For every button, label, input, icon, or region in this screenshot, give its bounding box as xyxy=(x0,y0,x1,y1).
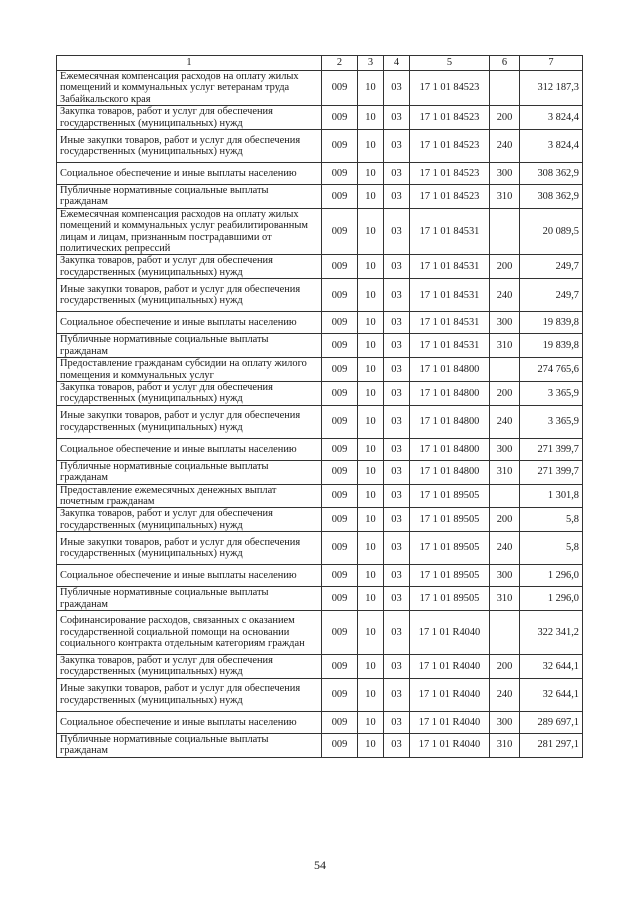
expense-type-cell: 200 xyxy=(490,654,520,678)
subsection-code-cell: 03 xyxy=(384,587,410,611)
ministry-code-cell: 009 xyxy=(322,532,358,565)
target-article-cell: 17 1 01 89505 xyxy=(410,484,490,508)
ministry-code-cell: 009 xyxy=(322,460,358,484)
expense-type-cell: 310 xyxy=(490,587,520,611)
section-code-cell: 10 xyxy=(358,654,384,678)
target-article-cell: 17 1 01 89505 xyxy=(410,508,490,532)
section-code-cell: 10 xyxy=(358,711,384,733)
subsection-code-cell: 03 xyxy=(384,733,410,757)
ministry-code-cell: 009 xyxy=(322,654,358,678)
amount-cell: 3 824,4 xyxy=(520,130,583,163)
subsection-code-cell: 03 xyxy=(384,163,410,185)
expense-type-cell xyxy=(490,484,520,508)
expense-type-cell: 240 xyxy=(490,130,520,163)
subsection-code-cell: 03 xyxy=(384,279,410,312)
target-article-cell: 17 1 01 R4040 xyxy=(410,711,490,733)
header-cell: 3 xyxy=(358,56,384,71)
item-name-cell: Социальное обеспечение и иные выплаты населению xyxy=(57,312,322,334)
item-name-cell: Социальное обеспечение и иные выплаты населению xyxy=(57,711,322,733)
section-code-cell: 10 xyxy=(358,610,384,654)
ministry-code-cell: 009 xyxy=(322,334,358,358)
target-article-cell: 17 1 01 84800 xyxy=(410,438,490,460)
table-row xyxy=(57,610,583,654)
item-name-cell: Предоставление гражданам субсидии на оплату жилого помещения и коммунальных услуг xyxy=(57,358,322,382)
budget-table xyxy=(56,55,583,758)
ministry-code-cell: 009 xyxy=(322,381,358,405)
target-article-cell: 17 1 01 84523 xyxy=(410,185,490,209)
amount-cell: 32 644,1 xyxy=(520,678,583,711)
amount-cell: 271 399,7 xyxy=(520,438,583,460)
ministry-code-cell: 009 xyxy=(322,484,358,508)
target-article-cell: 17 1 01 84800 xyxy=(410,358,490,382)
ministry-code-cell: 009 xyxy=(322,711,358,733)
target-article-cell: 17 1 01 84523 xyxy=(410,130,490,163)
table-row xyxy=(57,163,583,185)
subsection-code-cell: 03 xyxy=(384,711,410,733)
item-name-cell: Предоставление ежемесячных денежных выплат почетным гражданам xyxy=(57,484,322,508)
ministry-code-cell: 009 xyxy=(322,312,358,334)
section-code-cell: 10 xyxy=(358,438,384,460)
table-row xyxy=(57,484,583,508)
target-article-cell: 17 1 01 84800 xyxy=(410,405,490,438)
ministry-code-cell: 009 xyxy=(322,130,358,163)
table-row xyxy=(57,208,583,255)
header-cell: 2 xyxy=(322,56,358,71)
page-number: 54 xyxy=(314,858,326,872)
ministry-code-cell: 009 xyxy=(322,71,358,106)
item-name-cell: Закупка товаров, работ и услуг для обеспечения государственных (муниципальных) нужд xyxy=(57,381,322,405)
subsection-code-cell: 03 xyxy=(384,438,410,460)
expense-type-cell: 310 xyxy=(490,334,520,358)
amount-cell: 322 341,2 xyxy=(520,610,583,654)
table-row xyxy=(57,185,583,209)
section-code-cell: 10 xyxy=(358,381,384,405)
item-name-cell: Иные закупки товаров, работ и услуг для обеспечения государственных (муниципальных) нужд xyxy=(57,130,322,163)
ministry-code-cell: 009 xyxy=(322,678,358,711)
target-article-cell: 17 1 01 84531 xyxy=(410,279,490,312)
table-row xyxy=(57,312,583,334)
table-body xyxy=(57,71,583,758)
subsection-code-cell: 03 xyxy=(384,678,410,711)
amount-cell: 1 296,0 xyxy=(520,565,583,587)
target-article-cell: 17 1 01 84531 xyxy=(410,208,490,255)
header-row xyxy=(57,56,583,71)
ministry-code-cell: 009 xyxy=(322,163,358,185)
item-name-cell: Публичные нормативные социальные выплаты гражданам xyxy=(57,733,322,757)
amount-cell: 20 089,5 xyxy=(520,208,583,255)
subsection-code-cell: 03 xyxy=(384,565,410,587)
section-code-cell: 10 xyxy=(358,565,384,587)
section-code-cell: 10 xyxy=(358,405,384,438)
target-article-cell: 17 1 01 84531 xyxy=(410,255,490,279)
table-row xyxy=(57,532,583,565)
amount-cell: 249,7 xyxy=(520,255,583,279)
subsection-code-cell: 03 xyxy=(384,208,410,255)
section-code-cell: 10 xyxy=(358,130,384,163)
item-name-cell: Публичные нормативные социальные выплаты гражданам xyxy=(57,334,322,358)
item-name-cell: Иные закупки товаров, работ и услуг для обеспечения государственных (муниципальных) нужд xyxy=(57,678,322,711)
ministry-code-cell: 009 xyxy=(322,255,358,279)
amount-cell: 289 697,1 xyxy=(520,711,583,733)
target-article-cell: 17 1 01 84523 xyxy=(410,106,490,130)
table-row xyxy=(57,460,583,484)
target-article-cell: 17 1 01 84523 xyxy=(410,163,490,185)
expense-type-cell: 300 xyxy=(490,163,520,185)
section-code-cell: 10 xyxy=(358,484,384,508)
amount-cell: 3 365,9 xyxy=(520,381,583,405)
target-article-cell: 17 1 01 84531 xyxy=(410,312,490,334)
section-code-cell: 10 xyxy=(358,334,384,358)
table-row xyxy=(57,71,583,106)
item-name-cell: Софинансирование расходов, связанных с оказанием государственной социальной помощи на основании социального контракта отдельным категориям граждан xyxy=(57,610,322,654)
section-code-cell: 10 xyxy=(358,312,384,334)
item-name-cell: Социальное обеспечение и иные выплаты населению xyxy=(57,438,322,460)
ministry-code-cell: 009 xyxy=(322,508,358,532)
target-article-cell: 17 1 01 84800 xyxy=(410,460,490,484)
subsection-code-cell: 03 xyxy=(384,130,410,163)
target-article-cell: 17 1 01 89505 xyxy=(410,587,490,611)
expense-type-cell: 300 xyxy=(490,565,520,587)
amount-cell: 5,8 xyxy=(520,532,583,565)
subsection-code-cell: 03 xyxy=(384,255,410,279)
table-row xyxy=(57,654,583,678)
amount-cell: 308 362,9 xyxy=(520,163,583,185)
table-row xyxy=(57,334,583,358)
amount-cell: 5,8 xyxy=(520,508,583,532)
expense-type-cell: 240 xyxy=(490,279,520,312)
subsection-code-cell: 03 xyxy=(384,484,410,508)
table-row xyxy=(57,381,583,405)
subsection-code-cell: 03 xyxy=(384,106,410,130)
target-article-cell: 17 1 01 84531 xyxy=(410,334,490,358)
header-cell: 7 xyxy=(520,56,583,71)
expense-type-cell xyxy=(490,71,520,106)
subsection-code-cell: 03 xyxy=(384,532,410,565)
table-row xyxy=(57,255,583,279)
target-article-cell: 17 1 01 89505 xyxy=(410,565,490,587)
expense-type-cell: 300 xyxy=(490,711,520,733)
section-code-cell: 10 xyxy=(358,587,384,611)
subsection-code-cell: 03 xyxy=(384,185,410,209)
subsection-code-cell: 03 xyxy=(384,312,410,334)
ministry-code-cell: 009 xyxy=(322,358,358,382)
section-code-cell: 10 xyxy=(358,508,384,532)
ministry-code-cell: 009 xyxy=(322,405,358,438)
subsection-code-cell: 03 xyxy=(384,460,410,484)
header-cell: 6 xyxy=(490,56,520,71)
table-row xyxy=(57,587,583,611)
amount-cell: 1 301,8 xyxy=(520,484,583,508)
section-code-cell: 10 xyxy=(358,460,384,484)
amount-cell: 271 399,7 xyxy=(520,460,583,484)
ministry-code-cell: 009 xyxy=(322,565,358,587)
section-code-cell: 10 xyxy=(358,185,384,209)
item-name-cell: Социальное обеспечение и иные выплаты населению xyxy=(57,565,322,587)
subsection-code-cell: 03 xyxy=(384,71,410,106)
table-row xyxy=(57,405,583,438)
expense-type-cell: 200 xyxy=(490,106,520,130)
ministry-code-cell: 009 xyxy=(322,279,358,312)
expense-type-cell xyxy=(490,358,520,382)
target-article-cell: 17 1 01 R4040 xyxy=(410,610,490,654)
item-name-cell: Иные закупки товаров, работ и услуг для обеспечения государственных (муниципальных) нужд xyxy=(57,405,322,438)
item-name-cell: Ежемесячная компенсация расходов на оплату жилых помещений и коммунальных услуг реабилитированным лицам и лицам, признанным пострадавшими от политических репрессий xyxy=(57,208,322,255)
amount-cell: 1 296,0 xyxy=(520,587,583,611)
expense-type-cell xyxy=(490,610,520,654)
target-article-cell: 17 1 01 84800 xyxy=(410,381,490,405)
section-code-cell: 10 xyxy=(358,279,384,312)
item-name-cell: Иные закупки товаров, работ и услуг для обеспечения государственных (муниципальных) нужд xyxy=(57,532,322,565)
expense-type-cell: 310 xyxy=(490,185,520,209)
item-name-cell: Закупка товаров, работ и услуг для обеспечения государственных (муниципальных) нужд xyxy=(57,255,322,279)
amount-cell: 3 365,9 xyxy=(520,405,583,438)
item-name-cell: Иные закупки товаров, работ и услуг для обеспечения государственных (муниципальных) нужд xyxy=(57,279,322,312)
section-code-cell: 10 xyxy=(358,733,384,757)
amount-cell: 19 839,8 xyxy=(520,334,583,358)
expense-type-cell: 310 xyxy=(490,460,520,484)
amount-cell: 3 824,4 xyxy=(520,106,583,130)
amount-cell: 274 765,6 xyxy=(520,358,583,382)
header-cell: 5 xyxy=(410,56,490,71)
subsection-code-cell: 03 xyxy=(384,358,410,382)
table-row xyxy=(57,106,583,130)
expense-type-cell: 240 xyxy=(490,532,520,565)
section-code-cell: 10 xyxy=(358,255,384,279)
expense-type-cell: 300 xyxy=(490,312,520,334)
amount-cell: 19 839,8 xyxy=(520,312,583,334)
ministry-code-cell: 009 xyxy=(322,438,358,460)
header-cell: 1 xyxy=(57,56,322,71)
amount-cell: 249,7 xyxy=(520,279,583,312)
target-article-cell: 17 1 01 84523 xyxy=(410,71,490,106)
table-row xyxy=(57,733,583,757)
expense-type-cell: 240 xyxy=(490,678,520,711)
item-name-cell: Закупка товаров, работ и услуг для обеспечения государственных (муниципальных) нужд xyxy=(57,654,322,678)
table-row xyxy=(57,438,583,460)
ministry-code-cell: 009 xyxy=(322,587,358,611)
amount-cell: 312 187,3 xyxy=(520,71,583,106)
ministry-code-cell: 009 xyxy=(322,106,358,130)
item-name-cell: Закупка товаров, работ и услуг для обеспечения государственных (муниципальных) нужд xyxy=(57,508,322,532)
section-code-cell: 10 xyxy=(358,106,384,130)
section-code-cell: 10 xyxy=(358,532,384,565)
item-name-cell: Публичные нормативные социальные выплаты гражданам xyxy=(57,460,322,484)
subsection-code-cell: 03 xyxy=(384,508,410,532)
table-row xyxy=(57,678,583,711)
table-row xyxy=(57,130,583,163)
subsection-code-cell: 03 xyxy=(384,381,410,405)
subsection-code-cell: 03 xyxy=(384,334,410,358)
section-code-cell: 10 xyxy=(358,163,384,185)
subsection-code-cell: 03 xyxy=(384,405,410,438)
ministry-code-cell: 009 xyxy=(322,208,358,255)
section-code-cell: 10 xyxy=(358,71,384,106)
amount-cell: 32 644,1 xyxy=(520,654,583,678)
amount-cell: 308 362,9 xyxy=(520,185,583,209)
expense-type-cell: 300 xyxy=(490,438,520,460)
target-article-cell: 17 1 01 R4040 xyxy=(410,654,490,678)
target-article-cell: 17 1 01 R4040 xyxy=(410,678,490,711)
target-article-cell: 17 1 01 R4040 xyxy=(410,733,490,757)
item-name-cell: Социальное обеспечение и иные выплаты населению xyxy=(57,163,322,185)
section-code-cell: 10 xyxy=(358,208,384,255)
ministry-code-cell: 009 xyxy=(322,185,358,209)
amount-cell: 281 297,1 xyxy=(520,733,583,757)
expense-type-cell: 240 xyxy=(490,405,520,438)
table-row xyxy=(57,565,583,587)
table-row xyxy=(57,508,583,532)
item-name-cell: Публичные нормативные социальные выплаты гражданам xyxy=(57,185,322,209)
section-code-cell: 10 xyxy=(358,358,384,382)
subsection-code-cell: 03 xyxy=(384,610,410,654)
table-row xyxy=(57,279,583,312)
subsection-code-cell: 03 xyxy=(384,654,410,678)
expense-type-cell: 200 xyxy=(490,508,520,532)
table-row xyxy=(57,358,583,382)
expense-type-cell: 310 xyxy=(490,733,520,757)
ministry-code-cell: 009 xyxy=(322,733,358,757)
section-code-cell: 10 xyxy=(358,678,384,711)
item-name-cell: Закупка товаров, работ и услуг для обеспечения государственных (муниципальных) нужд xyxy=(57,106,322,130)
expense-type-cell xyxy=(490,208,520,255)
target-article-cell: 17 1 01 89505 xyxy=(410,532,490,565)
header-cell: 4 xyxy=(384,56,410,71)
expense-type-cell: 200 xyxy=(490,255,520,279)
item-name-cell: Ежемесячная компенсация расходов на оплату жилых помещений и коммунальных услуг ветеранам труда Забайкальского края xyxy=(57,71,322,106)
ministry-code-cell: 009 xyxy=(322,610,358,654)
expense-type-cell: 200 xyxy=(490,381,520,405)
item-name-cell: Публичные нормативные социальные выплаты гражданам xyxy=(57,587,322,611)
table-row xyxy=(57,711,583,733)
